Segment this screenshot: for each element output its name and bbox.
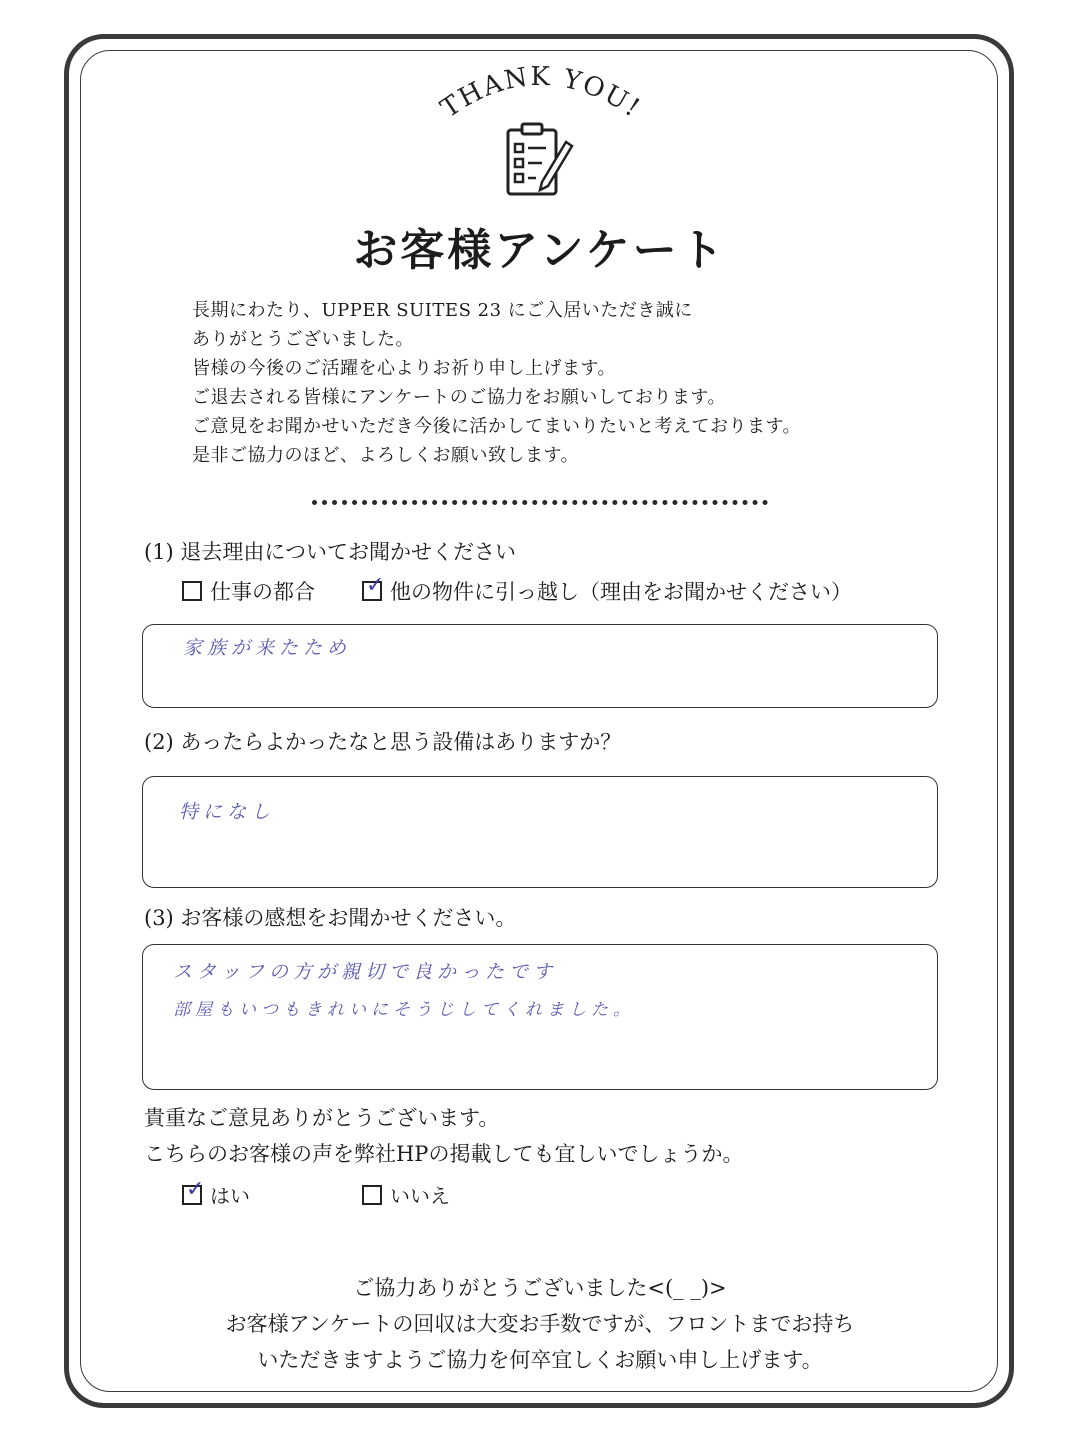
question-3-label: (3) お客様の感想をお聞かせください。 bbox=[144, 906, 517, 930]
dotted-divider bbox=[312, 500, 768, 505]
q3-handwritten-line: スタッフの方が親切で良かったです bbox=[173, 961, 558, 983]
option-label: 他の物件に引っ越し（理由をお聞かせください） bbox=[390, 580, 852, 604]
consent-no-option[interactable] bbox=[362, 1180, 450, 1209]
clipboard-survey-icon bbox=[498, 120, 578, 200]
intro-line: ご意見をお聞かせいただき今後に活かしてまいりたいと考えております。 bbox=[192, 416, 802, 437]
intro-line: 皆様の今後のご活躍を心よりお祈り申し上げます。 bbox=[192, 358, 617, 379]
check-mark-icon: ✓ bbox=[366, 573, 385, 598]
closing-line: いただきますようご協力を何卒宜しくお願い申し上げます。 bbox=[257, 1348, 823, 1372]
intro-text bbox=[192, 296, 912, 470]
intro-line: ご退去される皆様にアンケートのご協力をお願いしております。 bbox=[192, 387, 726, 408]
thank-you-text: THANK YOU! bbox=[435, 61, 647, 125]
check-mark-icon: ✓ bbox=[186, 1176, 205, 1202]
no-label: いいえ bbox=[390, 1184, 450, 1208]
q3-handwritten-line: 部屋もいつもきれいにそうじしてくれました。 bbox=[173, 1000, 635, 1020]
closing-line: お客様アンケートの回収は大変お手数ですが、フロントまでお持ち bbox=[225, 1312, 855, 1336]
checkbox-move[interactable] bbox=[362, 573, 385, 601]
question-2-label: (2) あったらよかったなと思う設備はありますか？ bbox=[144, 730, 622, 754]
q2-answer-box[interactable] bbox=[142, 776, 938, 888]
q1-answer-box[interactable] bbox=[142, 624, 938, 708]
intro-line: 是非ご協力のほど、よろしくお願い致します。 bbox=[192, 445, 580, 466]
question-1-label: (1) 退去理由についてお聞かせください bbox=[144, 540, 517, 564]
closing-line: ご協力ありがとうございました<(_ _)> bbox=[353, 1276, 727, 1300]
checkbox-yes[interactable] bbox=[182, 1176, 205, 1205]
q2-handwritten-answer: 特になし bbox=[179, 801, 276, 823]
svg-text:THANK YOU! bbox=[436, 62, 647, 124]
closing-message bbox=[0, 1270, 1080, 1378]
q1-option-move[interactable] bbox=[362, 573, 852, 606]
consent-line-1: 貴重なご意見ありがとうございます。 bbox=[144, 1106, 500, 1130]
q1-handwritten-answer: 家族が来たため bbox=[183, 637, 352, 659]
option-label: 仕事の都合 bbox=[210, 580, 315, 604]
consent-line-2: こちらのお客様の声を弊社HPの掲載しても宜しいでしょうか。 bbox=[144, 1142, 744, 1166]
checkbox-no[interactable] bbox=[362, 1185, 382, 1205]
intro-line: 長期にわたり、UPPER SUITES 23 にご入居いただき誠に bbox=[192, 300, 693, 321]
q1-option-work[interactable] bbox=[182, 576, 315, 606]
yes-label: はい bbox=[210, 1184, 250, 1208]
page-title: お客様アンケート bbox=[353, 225, 727, 276]
consent-yes-option[interactable] bbox=[182, 1176, 250, 1209]
q3-answer-box[interactable] bbox=[142, 944, 938, 1090]
intro-line: ありがとうございました。 bbox=[192, 329, 414, 350]
checkbox-work[interactable] bbox=[182, 581, 202, 601]
